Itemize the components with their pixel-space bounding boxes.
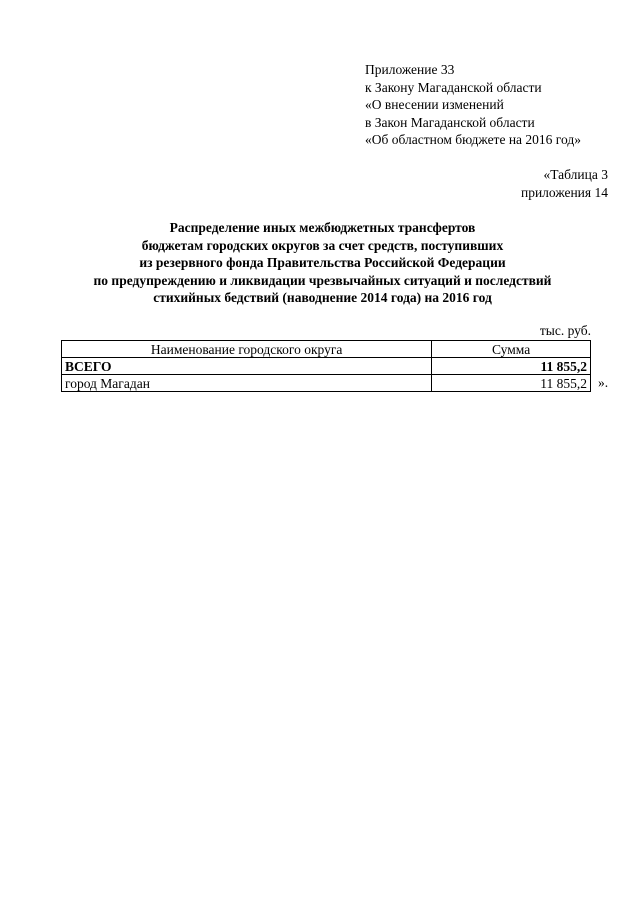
total-sum: 11 855,2 — [432, 358, 591, 375]
table-reference-line: приложения 14 — [520, 184, 608, 200]
title-line: бюджетам городских округов за счет средств, поступивших — [141, 237, 504, 253]
appendix-line: Приложение 33 — [365, 62, 455, 77]
appendix-header — [365, 61, 581, 149]
column-header-sum: Сумма — [432, 341, 591, 358]
title-line: из резервного фонда Правительства Российской Федерации — [139, 255, 506, 271]
district-name: город Магадан — [62, 375, 432, 392]
closing-quote-mark: ». — [598, 375, 609, 390]
appendix-line: «О внесении изменений — [365, 97, 504, 113]
title-line: по предупреждению и ликвидации чрезвычайных ситуаций и последствий — [93, 272, 552, 288]
appendix-line: к Закону Магаданской области — [365, 79, 542, 95]
title-line: стихийных бедствий (наводнение 2014 года) на 2016 год — [153, 290, 492, 306]
table-total-row — [62, 358, 591, 375]
table-header-row — [62, 341, 591, 358]
appendix-line: в Закон Магаданской области — [365, 114, 535, 130]
transfers-table — [61, 340, 591, 392]
table-reference-line: «Таблица 3 — [543, 167, 608, 182]
units-label: тыс. руб. — [539, 323, 591, 338]
column-header-name: Наименование городского округа — [62, 341, 432, 358]
table-row — [62, 375, 591, 392]
total-label: ВСЕГО — [62, 358, 432, 375]
appendix-line: «Об областном бюджете на 2016 год» — [365, 132, 581, 148]
document-title — [40, 219, 605, 307]
title-line: Распределение иных межбюджетных трансфертов — [169, 220, 476, 235]
table-reference — [521, 166, 608, 201]
district-sum: 11 855,2 — [432, 375, 591, 392]
